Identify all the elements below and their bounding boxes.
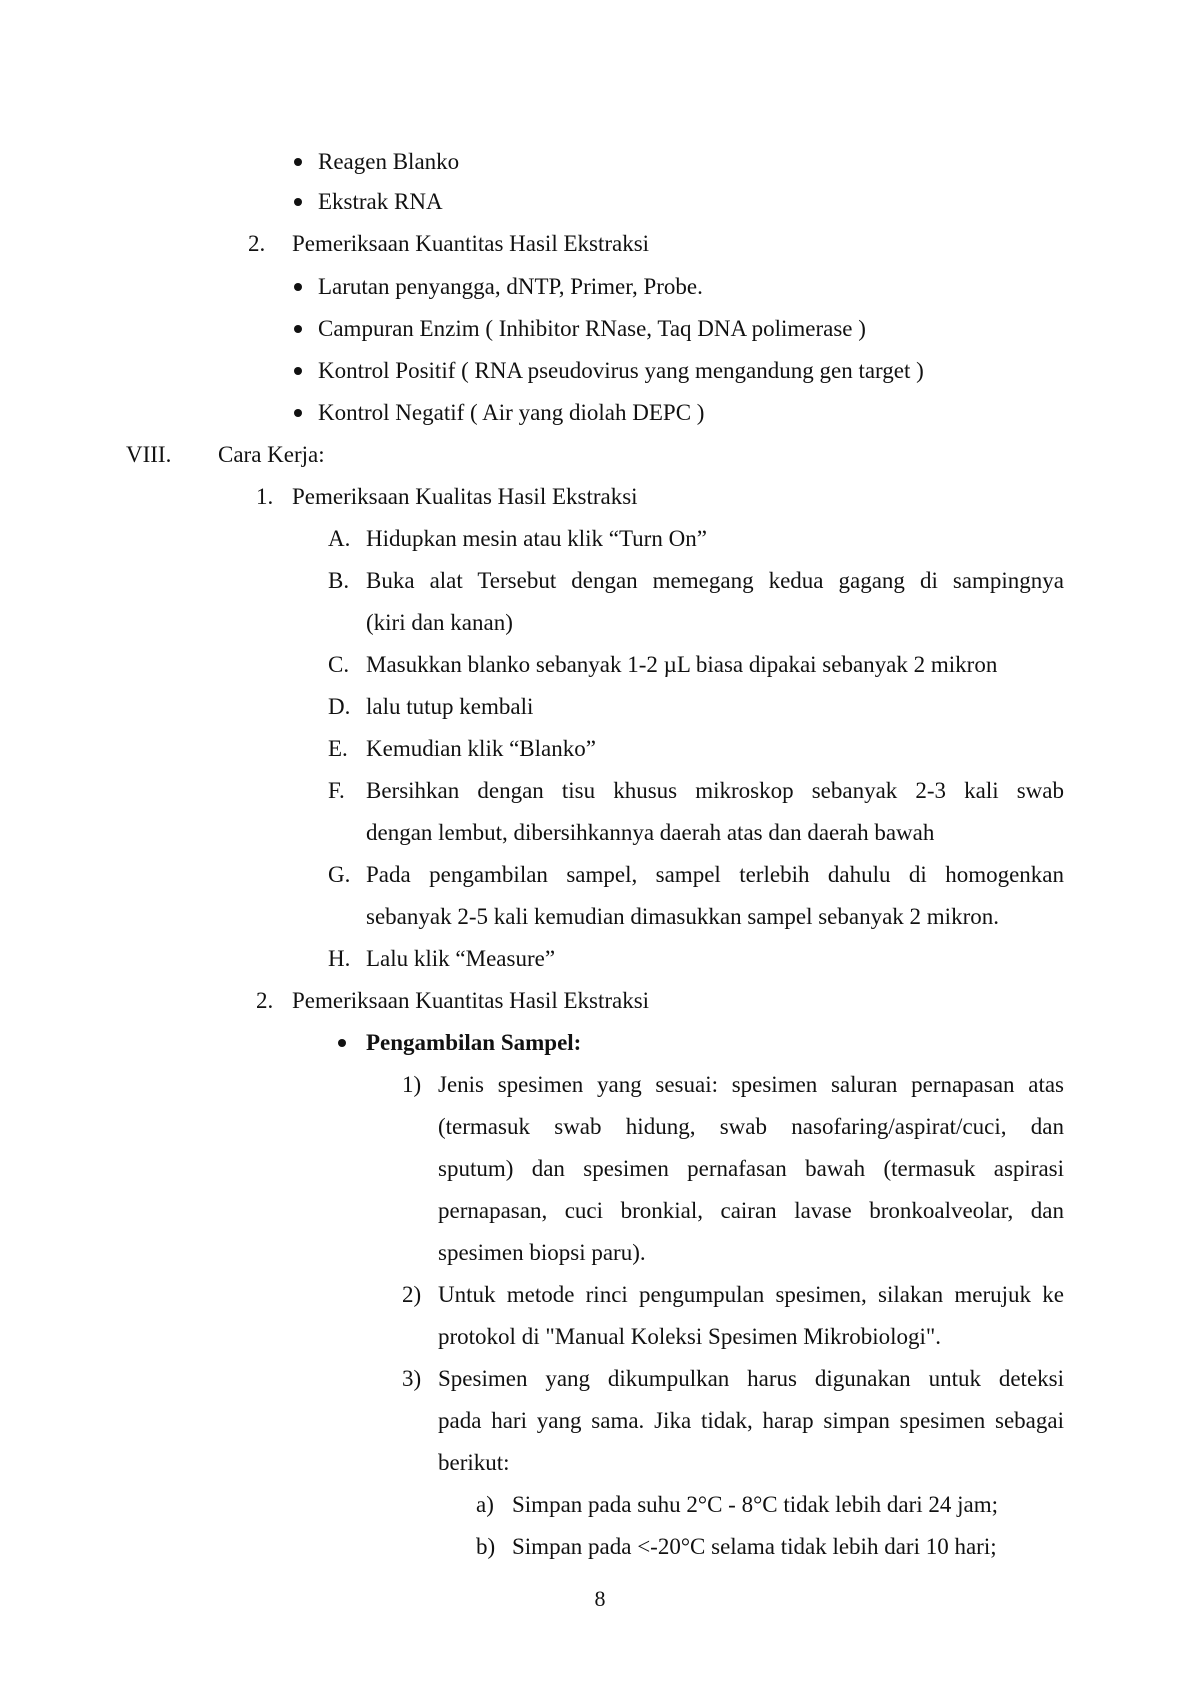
step-text: Bersihkan dengan tisu khusus mikroskop sebanyak 2-3 kali swab <box>366 778 1064 803</box>
step-text: lalu tutup kembali <box>366 694 534 719</box>
step-letter: F. <box>328 778 345 803</box>
step-text: Hidupkan mesin atau klik “Turn On” <box>366 526 707 551</box>
point-text: spesimen biopsi paru). <box>438 1240 646 1265</box>
bullet-heading: Pengambilan Sampel: <box>366 1030 582 1055</box>
point-text: Untuk metode rinci pengumpulan spesimen, silakan merujuk ke <box>438 1282 1064 1307</box>
point-text: berikut: <box>438 1450 510 1475</box>
section-number: 2. <box>256 988 274 1013</box>
point-text: Jenis spesimen yang sesuai: spesimen saluran pernapasan atas <box>438 1072 1064 1097</box>
list-item: Kontrol Positif ( RNA pseudovirus yang mengandung gen target ) <box>318 358 924 383</box>
subpoint-letter: a) <box>476 1492 494 1517</box>
bullet-icon <box>294 325 302 333</box>
point-text: sputum) dan spesimen pernafasan bawah (termasuk aspirasi <box>438 1156 1064 1181</box>
section-heading: Pemeriksaan Kuantitas Hasil Ekstraksi <box>292 988 650 1013</box>
point-text: (termasuk swab hidung, swab nasofaring/aspirat/cuci, dan <box>438 1114 1064 1139</box>
bullet-icon <box>294 198 302 206</box>
point-number: 2) <box>402 1282 422 1307</box>
step-letter: B. <box>328 568 350 593</box>
subpoint-text: Simpan pada suhu 2°C - 8°C tidak lebih dari 24 jam; <box>512 1492 998 1517</box>
step-text: (kiri dan kanan) <box>366 610 513 635</box>
point-number: 3) <box>402 1366 422 1391</box>
subpoint-letter: b) <box>476 1534 496 1559</box>
chapter-heading: Cara Kerja: <box>218 442 325 467</box>
subpoint-text: Simpan pada <-20°C selama tidak lebih dari 10 hari; <box>512 1534 997 1559</box>
point-text: Spesimen yang dikumpulkan harus digunakan untuk deteksi <box>438 1366 1064 1391</box>
point-text: protokol di "Manual Koleksi Spesimen Mikrobiologi". <box>438 1324 942 1349</box>
bullet-icon <box>294 409 302 417</box>
list-item: Campuran Enzim ( Inhibitor RNase, Taq DNA polimerase ) <box>318 316 866 341</box>
list-item: Larutan penyangga, dNTP, Primer, Probe. <box>318 274 703 299</box>
section-heading: Pemeriksaan Kualitas Hasil Ekstraksi <box>292 484 638 509</box>
list-item: Kontrol Negatif ( Air yang diolah DEPC ) <box>318 400 705 425</box>
page-number: 8 <box>594 1586 606 1611</box>
step-text: Lalu klik “Measure” <box>366 946 556 971</box>
list-item: Reagen Blanko <box>318 149 460 174</box>
step-text: dengan lembut, dibersihkannya daerah atas dan daerah bawah <box>366 820 935 845</box>
step-text: Buka alat Tersebut dengan memegang kedua gagang di sampingnya <box>366 568 1064 593</box>
step-text: Pada pengambilan sampel, sampel terlebih dahulu di homogenkan <box>366 862 1064 887</box>
section-heading: Pemeriksaan Kuantitas Hasil Ekstraksi <box>292 231 650 256</box>
point-number: 1) <box>402 1072 422 1097</box>
bullet-icon <box>338 1039 346 1047</box>
step-text: Masukkan blanko sebanyak 1-2 µL biasa dipakai sebanyak 2 mikron <box>366 652 998 677</box>
step-letter: D. <box>328 694 351 719</box>
step-text: sebanyak 2-5 kali kemudian dimasukkan sampel sebanyak 2 mikron. <box>366 904 999 929</box>
bullet-icon <box>294 283 302 291</box>
point-text: pernapasan, cuci bronkial, cairan lavase bronkoalveolar, dan <box>438 1198 1064 1223</box>
step-letter: E. <box>328 736 348 761</box>
step-letter: C. <box>328 652 350 677</box>
step-letter: A. <box>328 526 351 551</box>
point-text: pada hari yang sama. Jika tidak, harap simpan spesimen sebagai <box>438 1408 1064 1433</box>
list-item: Ekstrak RNA <box>318 189 443 214</box>
step-letter: H. <box>328 946 351 971</box>
section-number: 1. <box>256 484 274 509</box>
section-number: 2. <box>248 231 266 256</box>
bullet-icon <box>294 158 302 166</box>
step-letter: G. <box>328 862 351 887</box>
chapter-number: VIII. <box>126 442 172 467</box>
bullet-icon <box>294 367 302 375</box>
step-text: Kemudian klik “Blanko” <box>366 736 596 761</box>
